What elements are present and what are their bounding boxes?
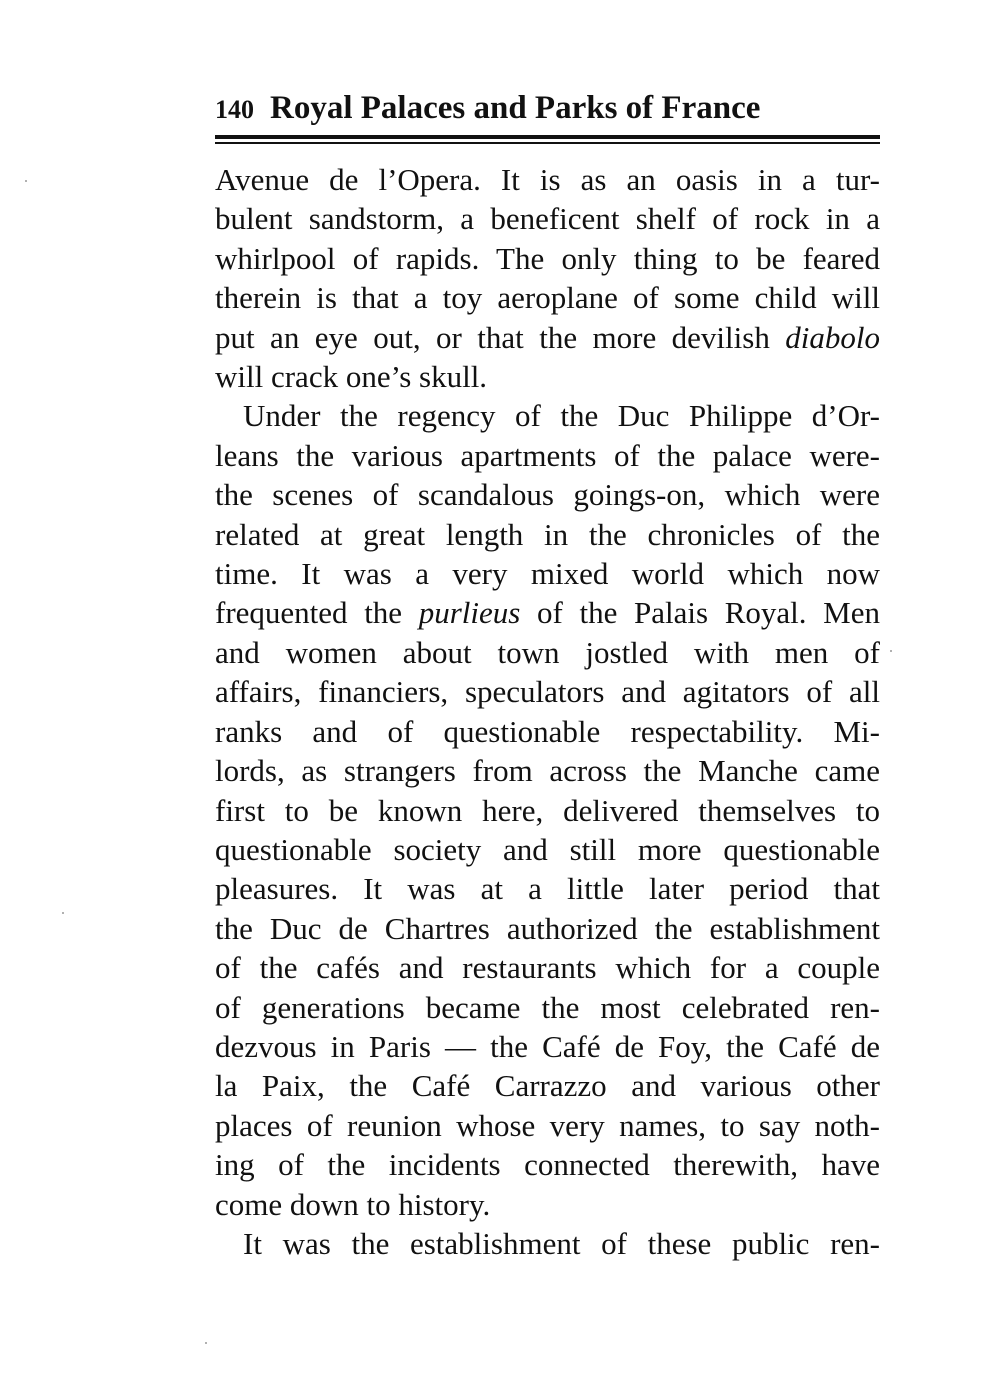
paragraph bbox=[215, 396, 880, 1224]
paragraph bbox=[215, 1224, 880, 1263]
running-title: Royal Palaces and Parks of France bbox=[270, 90, 761, 126]
running-header bbox=[215, 90, 880, 130]
text-line: whirlpool of rapids. The only thing to be feared bbox=[215, 240, 880, 276]
text-line: of generations became the most celebrated ren- bbox=[215, 989, 880, 1025]
header-rule-thin bbox=[215, 142, 880, 144]
text-line: dezvous in Paris — the Café de Foy, the Café de bbox=[215, 1028, 880, 1064]
text-line: ranks and of questionable respectability. Mi- bbox=[215, 713, 880, 749]
text-line: the scenes of scandalous goings-on, which were bbox=[215, 477, 880, 513]
text-line bbox=[215, 593, 880, 632]
page-number: 140 bbox=[215, 95, 254, 124]
text-line: affairs, financiers, speculators and agitators of all bbox=[215, 674, 880, 710]
text-line: pleasures. It was at a little later period that bbox=[215, 871, 880, 907]
text-line: therein is that a toy aeroplane of some child will bbox=[215, 280, 880, 316]
scan-speck bbox=[890, 650, 892, 652]
text-line: leans the various apartments of the palace were- bbox=[215, 437, 880, 473]
scan-speck bbox=[205, 1342, 207, 1344]
text-line: bulent sandstorm, a beneficent shelf of rock in a bbox=[215, 201, 880, 237]
text-line: of the cafés and restaurants which for a couple bbox=[215, 950, 880, 986]
paragraph bbox=[215, 160, 880, 396]
text-line: first to be known here, delivered themselves to bbox=[215, 792, 880, 828]
body-text bbox=[215, 160, 880, 1263]
text-segment: of the Palais Royal. Men bbox=[520, 595, 880, 631]
text-line: the Duc de Chartres authorized the establishment bbox=[215, 910, 880, 946]
italic-term: purlieus bbox=[418, 595, 521, 631]
header-rule-thick bbox=[215, 135, 880, 139]
text-line: ing of the incidents connected therewith, have bbox=[215, 1147, 880, 1183]
text-line: will crack one’s skull. bbox=[215, 359, 488, 395]
text-line: time. It was a very mixed world which now bbox=[215, 556, 880, 592]
scan-speck bbox=[25, 180, 27, 182]
text-line: Avenue de l’Opera. It is as an oasis in a tur- bbox=[215, 162, 880, 197]
text-line: la Paix, the Café Carrazzo and various other bbox=[215, 1068, 880, 1104]
text-line: come down to history. bbox=[215, 1186, 491, 1222]
text-line: questionable society and still more questionable bbox=[215, 831, 880, 867]
scan-speck bbox=[62, 912, 64, 914]
text-line: lords, as strangers from across the Manche came bbox=[215, 753, 880, 789]
text-line: Under the regency of the Duc Philippe d’Or- bbox=[243, 398, 880, 434]
text-segment: frequented the bbox=[215, 595, 419, 631]
text-line bbox=[215, 318, 880, 357]
text-line: and women about town jostled with men of bbox=[215, 634, 880, 670]
text-line: related at great length in the chronicles of the bbox=[215, 516, 880, 552]
italic-term: diabolo bbox=[785, 319, 880, 355]
text-segment: put an eye out, or that the more devilish bbox=[215, 319, 786, 355]
text-line: It was the establishment of these public ren- bbox=[243, 1225, 880, 1261]
text-line: places of reunion whose very names, to say noth- bbox=[215, 1107, 880, 1143]
